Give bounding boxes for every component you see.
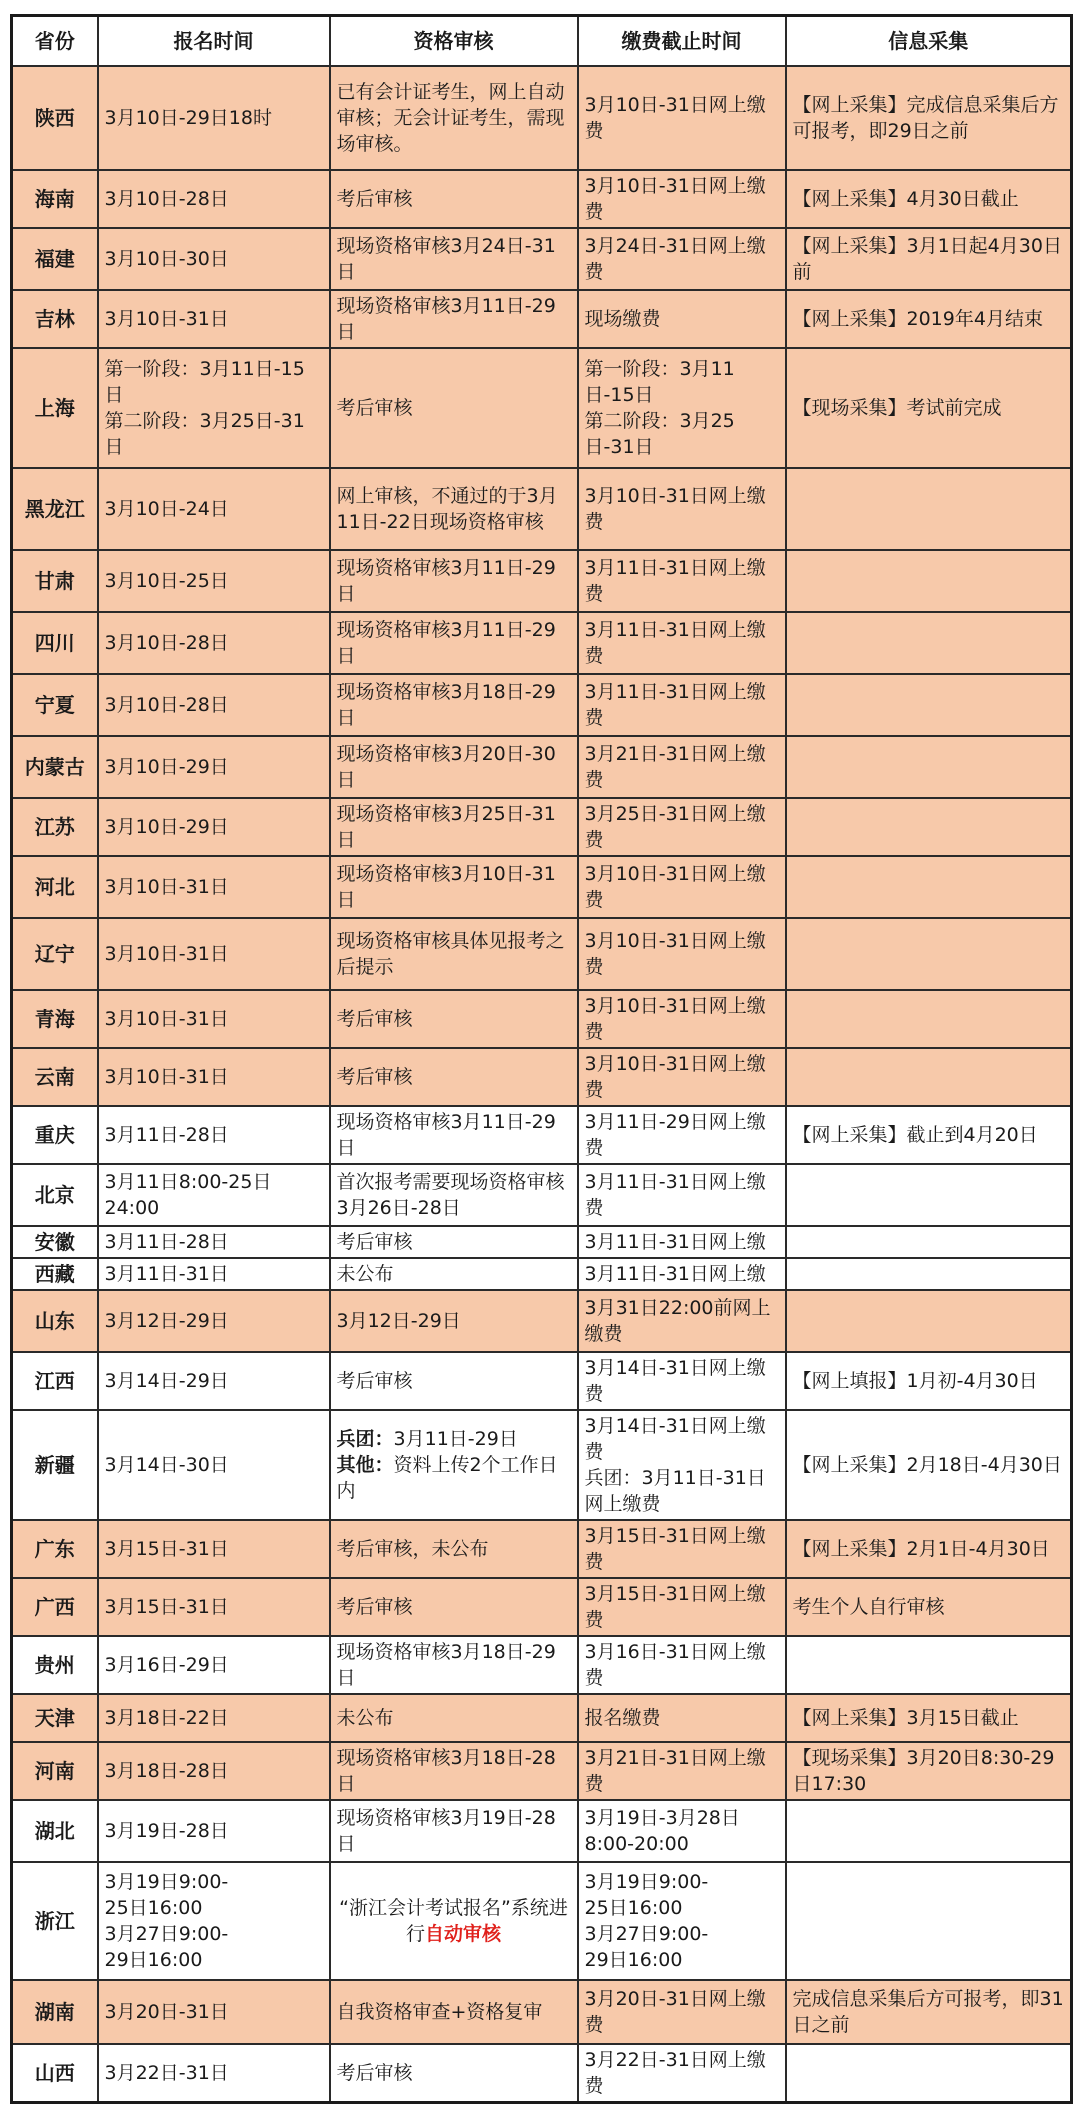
table-row xyxy=(12,1106,1072,1164)
registration-time-cell: 3月15日-31日 xyxy=(98,1578,330,1636)
registration-time-cell: 3月19日-28日 xyxy=(98,1800,330,1862)
table-row xyxy=(12,1410,1072,1520)
payment-deadline-cell xyxy=(578,1410,786,1520)
payment-deadline-cell: 现场缴费 xyxy=(578,290,786,348)
payment-line: 3月19日9:00- xyxy=(584,1871,709,1893)
qualification-review-cell: 现场资格审核3月20日-30日 xyxy=(330,736,578,798)
province-cell: 福建 xyxy=(12,228,98,290)
province-cell: 河南 xyxy=(12,1742,98,1800)
payment-deadline-cell: 3月10日-31日网上缴费 xyxy=(578,468,786,550)
payment-line: 3月27日9:00- xyxy=(584,1923,709,1945)
province-cell: 广东 xyxy=(12,1520,98,1578)
qualification-review-cell: 考后审核，未公布 xyxy=(330,1520,578,1578)
table-row xyxy=(12,1800,1072,1862)
info-collection-cell: 【网上采集】截止到4月20日 xyxy=(786,1106,1072,1164)
info-collection-cell xyxy=(786,798,1072,856)
info-collection-cell xyxy=(786,1048,1072,1106)
registration-time-cell: 3月15日-31日 xyxy=(98,1520,330,1578)
info-collection-cell: 考生个人自行审核 xyxy=(786,1578,1072,1636)
table-row xyxy=(12,2044,1072,2103)
province-cell: 湖北 xyxy=(12,1800,98,1862)
registration-time-cell: 3月10日-30日 xyxy=(98,228,330,290)
qualification-review-cell xyxy=(330,1862,578,1980)
qualification-review-cell: 考后审核 xyxy=(330,990,578,1048)
payment-line: 第一阶段：3月11日-15日 xyxy=(584,358,735,406)
header-info-collection: 信息采集 xyxy=(786,16,1072,67)
table-row xyxy=(12,1980,1072,2044)
qualification-review-cell: 现场资格审核3月18日-28日 xyxy=(330,1742,578,1800)
payment-deadline-cell: 3月11日-31日网上缴费 xyxy=(578,674,786,736)
registration-time-cell: 3月10日-31日 xyxy=(98,856,330,918)
registration-time-cell: 3月10日-31日 xyxy=(98,1048,330,1106)
table-row xyxy=(12,990,1072,1048)
registration-line: 25日16:00 xyxy=(104,1897,203,1919)
info-collection-cell xyxy=(786,674,1072,736)
table-row xyxy=(12,1862,1072,1980)
info-collection-cell: 【网上采集】4月30日截止 xyxy=(786,170,1072,228)
table-row xyxy=(12,1164,1072,1226)
province-cell: 青海 xyxy=(12,990,98,1048)
table-row xyxy=(12,550,1072,612)
table-row xyxy=(12,1520,1072,1578)
province-cell: 内蒙古 xyxy=(12,736,98,798)
payment-deadline-cell xyxy=(578,1862,786,1980)
payment-line: 3月14日-31日网上缴费 xyxy=(584,1415,766,1463)
province-cell: 陕西 xyxy=(12,66,98,170)
info-collection-cell xyxy=(786,736,1072,798)
review-line xyxy=(337,1452,571,1504)
province-cell: 上海 xyxy=(12,348,98,468)
registration-line: 第一阶段：3月11日-15日 xyxy=(104,358,305,406)
registration-line: 3月19日9:00- xyxy=(104,1871,229,1893)
info-collection-cell xyxy=(786,990,1072,1048)
province-cell: 浙江 xyxy=(12,1862,98,1980)
registration-time-cell: 3月10日-29日18时 xyxy=(98,66,330,170)
review-label: 其他： xyxy=(336,1454,394,1476)
payment-deadline-cell: 3月21日-31日网上缴费 xyxy=(578,736,786,798)
table-row xyxy=(12,348,1072,468)
table-row xyxy=(12,1226,1072,1258)
qualification-review-cell: 现场资格审核3月24日-31日 xyxy=(330,228,578,290)
province-cell: 新疆 xyxy=(12,1410,98,1520)
qualification-review-cell: 网上审核，不通过的于3月11日-22日现场资格审核 xyxy=(330,468,578,550)
qualification-review-cell: 现场资格审核3月25日-31日 xyxy=(330,798,578,856)
info-collection-cell xyxy=(786,1290,1072,1352)
table-row xyxy=(12,1694,1072,1742)
province-cell: 黑龙江 xyxy=(12,468,98,550)
payment-deadline-cell: 3月24日-31日网上缴费 xyxy=(578,228,786,290)
qualification-review-cell: 现场资格审核3月11日-29日 xyxy=(330,1106,578,1164)
province-cell: 湖南 xyxy=(12,1980,98,2044)
registration-time-cell xyxy=(98,1862,330,1980)
info-collection-cell xyxy=(786,2044,1072,2103)
payment-deadline-cell: 3月10日-31日网上缴费 xyxy=(578,66,786,170)
payment-deadline-cell: 3月10日-31日网上缴费 xyxy=(578,990,786,1048)
payment-deadline-cell: 3月25日-31日网上缴费 xyxy=(578,798,786,856)
qualification-review-cell: 现场资格审核3月10日-31日 xyxy=(330,856,578,918)
info-collection-cell xyxy=(786,1226,1072,1258)
payment-deadline-cell: 3月10日-31日网上缴费 xyxy=(578,1048,786,1106)
payment-deadline-cell: 3月11日-31日网上缴费 xyxy=(578,550,786,612)
table-row xyxy=(12,290,1072,348)
info-collection-cell: 【网上采集】3月15日截止 xyxy=(786,1694,1072,1742)
payment-deadline-cell: 3月22日-31日网上缴费 xyxy=(578,2044,786,2103)
payment-deadline-cell: 3月19日-3月28日8:00-20:00 xyxy=(578,1800,786,1862)
registration-line: 3月27日9:00- xyxy=(104,1923,229,1945)
payment-line: 29日16:00 xyxy=(584,1949,683,1971)
info-collection-cell xyxy=(786,550,1072,612)
province-cell: 安徽 xyxy=(12,1226,98,1258)
registration-time-cell: 3月16日-29日 xyxy=(98,1636,330,1694)
registration-time-cell: 3月10日-24日 xyxy=(98,468,330,550)
province-cell: 广西 xyxy=(12,1578,98,1636)
exam-schedule-table xyxy=(10,14,1073,2104)
table-row xyxy=(12,1352,1072,1410)
table-row xyxy=(12,468,1072,550)
table-row xyxy=(12,1578,1072,1636)
payment-deadline-cell: 3月16日-31日网上缴费 xyxy=(578,1636,786,1694)
info-collection-cell xyxy=(786,856,1072,918)
qualification-review-cell: 现场资格审核3月11日-29日 xyxy=(330,290,578,348)
payment-deadline-cell: 3月11日-29日网上缴费 xyxy=(578,1106,786,1164)
payment-deadline-cell: 3月20日-31日网上缴费 xyxy=(578,1980,786,2044)
table-row xyxy=(12,1048,1072,1106)
payment-deadline-cell: 3月10日-31日网上缴费 xyxy=(578,918,786,990)
table-row xyxy=(12,170,1072,228)
registration-time-cell: 3月18日-28日 xyxy=(98,1742,330,1800)
registration-time-cell: 3月11日-28日 xyxy=(98,1226,330,1258)
registration-time-cell xyxy=(98,348,330,468)
registration-time-cell: 3月10日-28日 xyxy=(98,170,330,228)
payment-deadline-cell: 报名缴费 xyxy=(578,1694,786,1742)
header-row xyxy=(12,16,1072,67)
review-line xyxy=(337,1426,571,1452)
info-collection-cell xyxy=(786,612,1072,674)
registration-time-cell: 3月11日-31日 xyxy=(98,1258,330,1290)
table-row xyxy=(12,856,1072,918)
qualification-review-cell: 现场资格审核3月19日-28日 xyxy=(330,1800,578,1862)
info-collection-cell xyxy=(786,1258,1072,1290)
province-cell: 山东 xyxy=(12,1290,98,1352)
table-row xyxy=(12,612,1072,674)
qualification-review-cell: 未公布 xyxy=(330,1258,578,1290)
registration-time-cell: 3月18日-22日 xyxy=(98,1694,330,1742)
qualification-review-cell xyxy=(330,1410,578,1520)
qualification-review-cell: 现场资格审核3月11日-29日 xyxy=(330,550,578,612)
info-collection-cell: 【网上采集】3月1日起4月30日前 xyxy=(786,228,1072,290)
province-cell: 吉林 xyxy=(12,290,98,348)
payment-line: 25日16:00 xyxy=(584,1897,683,1919)
registration-time-cell: 3月14日-30日 xyxy=(98,1410,330,1520)
info-collection-cell: 完成信息采集后方可报考，即31日之前 xyxy=(786,1980,1072,2044)
province-cell: 海南 xyxy=(12,170,98,228)
schedule-table-wrapper xyxy=(10,14,1073,2104)
table-row xyxy=(12,674,1072,736)
qualification-review-cell: 现场资格审核3月18日-29日 xyxy=(330,1636,578,1694)
province-cell: 四川 xyxy=(12,612,98,674)
province-cell: 甘肃 xyxy=(12,550,98,612)
info-collection-cell: 【网上采集】2月18日-4月30日 xyxy=(786,1410,1072,1520)
info-collection-cell xyxy=(786,468,1072,550)
info-collection-cell: 【网上采集】2019年4月结束 xyxy=(786,290,1072,348)
qualification-review-cell: 已有会计证考生，网上自动审核；无会计证考生，需现场审核。 xyxy=(330,66,578,170)
auto-review-highlight: 自动审核 xyxy=(425,1923,502,1945)
payment-deadline-cell: 3月11日-31日网上缴 xyxy=(578,1226,786,1258)
registration-time-cell: 3月10日-28日 xyxy=(98,674,330,736)
province-cell: 重庆 xyxy=(12,1106,98,1164)
qualification-review-cell: 考后审核 xyxy=(330,1352,578,1410)
registration-time-cell: 3月10日-25日 xyxy=(98,550,330,612)
registration-time-cell: 3月20日-31日 xyxy=(98,1980,330,2044)
qualification-review-cell: 考后审核 xyxy=(330,1048,578,1106)
qualification-review-cell: 未公布 xyxy=(330,1694,578,1742)
info-collection-cell: 【网上采集】完成信息采集后方可报考，即29日之前 xyxy=(786,66,1072,170)
qualification-review-cell: 现场资格审核3月11日-29日 xyxy=(330,612,578,674)
qualification-review-cell: 考后审核 xyxy=(330,348,578,468)
payment-deadline-cell: 3月10日-31日网上缴费 xyxy=(578,856,786,918)
table-row xyxy=(12,736,1072,798)
registration-line: 第二阶段：3月25日-31日 xyxy=(104,410,305,458)
payment-deadline-cell: 3月15日-31日网上缴费 xyxy=(578,1578,786,1636)
table-row xyxy=(12,798,1072,856)
registration-line: 29日16:00 xyxy=(104,1949,203,1971)
payment-line: 兵团：3月11日-31日网上缴费 xyxy=(584,1467,766,1515)
table-row xyxy=(12,66,1072,170)
registration-time-cell: 3月22日-31日 xyxy=(98,2044,330,2103)
header-payment-deadline: 缴费截止时间 xyxy=(578,16,786,67)
registration-time-cell: 3月11日8:00-25日24:00 xyxy=(98,1164,330,1226)
review-text: “浙江会计考试报名”系统进行 xyxy=(339,1897,568,1945)
registration-time-cell: 3月10日-31日 xyxy=(98,290,330,348)
header-qualification-review: 资格审核 xyxy=(330,16,578,67)
header-province: 省份 xyxy=(12,16,98,67)
info-collection-cell: 【现场采集】考试前完成 xyxy=(786,348,1072,468)
province-cell: 山西 xyxy=(12,2044,98,2103)
province-cell: 云南 xyxy=(12,1048,98,1106)
registration-time-cell: 3月10日-28日 xyxy=(98,612,330,674)
info-collection-cell xyxy=(786,918,1072,990)
payment-deadline-cell: 3月14日-31日网上缴费 xyxy=(578,1352,786,1410)
info-collection-cell: 【现场采集】3月20日8:30-29日17:30 xyxy=(786,1742,1072,1800)
province-cell: 天津 xyxy=(12,1694,98,1742)
payment-deadline-cell xyxy=(578,348,786,468)
payment-deadline-cell: 3月31日22:00前网上缴费 xyxy=(578,1290,786,1352)
registration-time-cell: 3月10日-31日 xyxy=(98,990,330,1048)
info-collection-cell xyxy=(786,1800,1072,1862)
review-label: 兵团： xyxy=(336,1428,394,1450)
qualification-review-cell: 考后审核 xyxy=(330,2044,578,2103)
payment-deadline-cell: 3月11日-31日网上缴费 xyxy=(578,1164,786,1226)
table-row xyxy=(12,1258,1072,1290)
qualification-review-cell: 自我资格审查+资格复审 xyxy=(330,1980,578,2044)
province-cell: 江西 xyxy=(12,1352,98,1410)
payment-line: 第二阶段：3月25日-31日 xyxy=(584,410,735,458)
table-row xyxy=(12,1742,1072,1800)
registration-time-cell: 3月10日-29日 xyxy=(98,798,330,856)
info-collection-cell: 【网上填报】1月初-4月30日 xyxy=(786,1352,1072,1410)
table-row xyxy=(12,918,1072,990)
info-collection-cell xyxy=(786,1636,1072,1694)
info-collection-cell xyxy=(786,1164,1072,1226)
table-row xyxy=(12,228,1072,290)
review-value: 3月11日-29日 xyxy=(393,1428,518,1450)
qualification-review-cell: 3月12日-29日 xyxy=(330,1290,578,1352)
qualification-review-cell: 考后审核 xyxy=(330,170,578,228)
payment-deadline-cell: 3月11日-31日网上缴费 xyxy=(578,612,786,674)
province-cell: 江苏 xyxy=(12,798,98,856)
payment-deadline-cell: 3月11日-31日网上缴 xyxy=(578,1258,786,1290)
info-collection-cell xyxy=(786,1862,1072,1980)
registration-time-cell: 3月10日-31日 xyxy=(98,918,330,990)
qualification-review-cell: 考后审核 xyxy=(330,1226,578,1258)
table-row xyxy=(12,1290,1072,1352)
registration-time-cell: 3月14日-29日 xyxy=(98,1352,330,1410)
review-value: 资料上传2个工作日内 xyxy=(336,1454,558,1502)
registration-time-cell: 3月12日-29日 xyxy=(98,1290,330,1352)
province-cell: 贵州 xyxy=(12,1636,98,1694)
qualification-review-cell: 现场资格审核3月18日-29日 xyxy=(330,674,578,736)
info-collection-cell: 【网上采集】2月1日-4月30日 xyxy=(786,1520,1072,1578)
province-cell: 河北 xyxy=(12,856,98,918)
province-cell: 西藏 xyxy=(12,1258,98,1290)
qualification-review-cell: 现场资格审核具体见报考之后提示 xyxy=(330,918,578,990)
payment-deadline-cell: 3月21日-31日网上缴费 xyxy=(578,1742,786,1800)
registration-time-cell: 3月10日-29日 xyxy=(98,736,330,798)
registration-time-cell: 3月11日-28日 xyxy=(98,1106,330,1164)
header-registration-time: 报名时间 xyxy=(98,16,330,67)
payment-deadline-cell: 3月15日-31日网上缴费 xyxy=(578,1520,786,1578)
payment-deadline-cell: 3月10日-31日网上缴费 xyxy=(578,170,786,228)
table-row xyxy=(12,1636,1072,1694)
qualification-review-cell: 首次报考需要现场资格审核 3月26日-28日 xyxy=(330,1164,578,1226)
province-cell: 辽宁 xyxy=(12,918,98,990)
province-cell: 宁夏 xyxy=(12,674,98,736)
province-cell: 北京 xyxy=(12,1164,98,1226)
qualification-review-cell: 考后审核 xyxy=(330,1578,578,1636)
